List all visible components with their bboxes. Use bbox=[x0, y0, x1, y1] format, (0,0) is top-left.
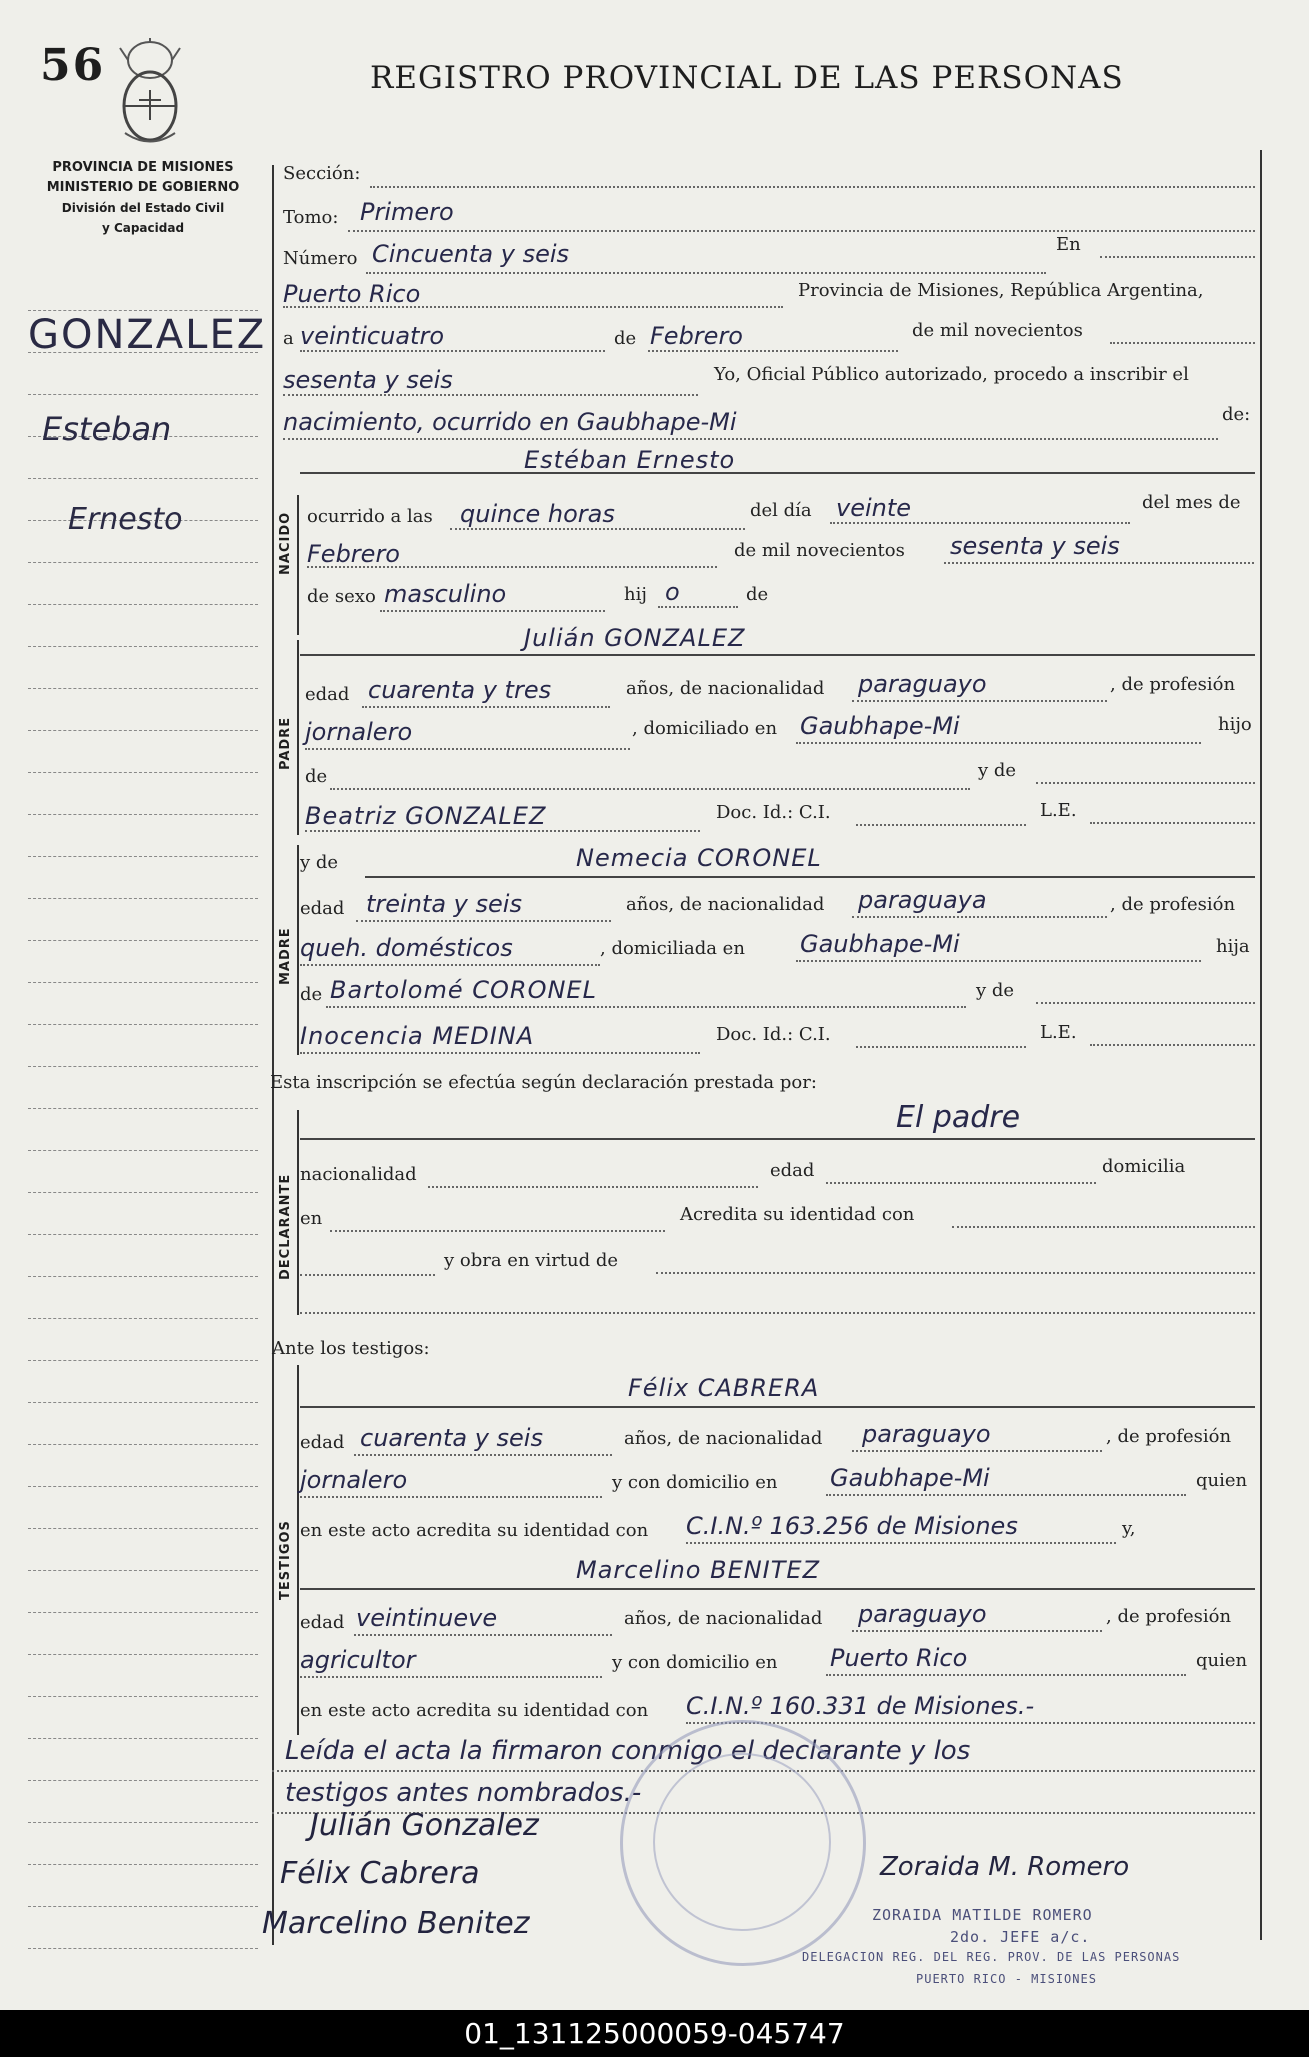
testigo1-profesion-value: jornalero bbox=[300, 1466, 408, 1494]
testigo1-domicilio-label: y con domicilio en bbox=[612, 1472, 778, 1493]
madre-le-label: L.E. bbox=[1040, 1022, 1077, 1043]
madre-profesion-label: , de profesión bbox=[1110, 894, 1236, 915]
seccion-label: Sección: bbox=[283, 163, 361, 184]
testigos-intro-label: Ante los testigos: bbox=[272, 1338, 430, 1359]
testigo2-nacionalidad-value: paraguayo bbox=[858, 1600, 987, 1628]
hij-value: o bbox=[665, 578, 680, 606]
testigo1-acredita-label: en este acto acredita su identidad con bbox=[300, 1520, 649, 1541]
official-office: DELEGACION REG. DEL REG. PROV. DE LAS PERSONAS bbox=[802, 1950, 1181, 1964]
testigo2-acredita-label: en este acto acredita su identidad con bbox=[300, 1700, 649, 1721]
sexo-label: de sexo bbox=[307, 586, 376, 607]
numero-value: Cincuenta y seis bbox=[372, 240, 570, 268]
section-label-nacido: NACIDO bbox=[278, 511, 293, 575]
section-label-testigos: TESTIGOS bbox=[278, 1520, 293, 1600]
testigo1-nacionalidad-value: paraguayo bbox=[862, 1420, 991, 1448]
dia-value: veinticuatro bbox=[300, 322, 444, 350]
declarante-bracket bbox=[297, 1110, 299, 1315]
page-title: REGISTRO PROVINCIAL DE LAS PERSONAS bbox=[370, 60, 1124, 96]
signature-oficial: Zoraida M. Romero bbox=[880, 1852, 1130, 1882]
official-name: ZORAIDA MATILDE ROMERO bbox=[872, 1906, 1093, 1924]
testigo1-quien-label: quien bbox=[1196, 1470, 1248, 1491]
testigo2-edad-label: edad bbox=[300, 1612, 345, 1633]
frame-right-line bbox=[1260, 150, 1262, 1940]
madre-nacionalidad-value: paraguaya bbox=[858, 886, 987, 914]
margin-surname: GONZALEZ bbox=[28, 312, 267, 358]
nacido-mes-value: Febrero bbox=[307, 540, 400, 568]
padre-bracket bbox=[297, 640, 299, 835]
testigo2-domicilio-value: Puerto Rico bbox=[830, 1644, 968, 1672]
padre-y-de-label: y de bbox=[978, 760, 1017, 781]
oficial-label: Yo, Oficial Público autorizado, procedo a inscribir el bbox=[714, 364, 1189, 385]
official-city: PUERTO RICO - MISIONES bbox=[916, 1972, 1097, 1986]
section-label-padre: PADRE bbox=[278, 716, 293, 770]
padre-hijo-label: hijo bbox=[1218, 714, 1252, 735]
en-label: En bbox=[1056, 234, 1081, 255]
del-mes-label: del mes de bbox=[1142, 492, 1241, 513]
numero-label: Número bbox=[283, 248, 358, 269]
madre-y-de2-label: y de bbox=[976, 980, 1015, 1001]
padre-edad-value: cuarenta y tres bbox=[368, 676, 552, 704]
a-label: a bbox=[283, 328, 294, 349]
testigo2-edad-value: veintinueve bbox=[356, 1604, 498, 1632]
madre-edad-label: edad bbox=[300, 898, 345, 919]
madre-profesion-value: queh. domésticos bbox=[300, 934, 513, 962]
madre-domicilio-value: Gaubhape-Mi bbox=[800, 930, 960, 958]
madre-de-label: de bbox=[300, 984, 323, 1005]
declarante-edad-label: edad bbox=[770, 1160, 815, 1181]
nacido-nombre: Estéban Ernesto bbox=[524, 446, 736, 474]
declarante-acredita-label: Acredita su identidad con bbox=[680, 1204, 915, 1225]
org-ministry: MINISTERIO DE GOBIERNO bbox=[46, 180, 240, 195]
de-label: de bbox=[614, 328, 637, 349]
padre-domicilio-value: Gaubhape-Mi bbox=[800, 712, 960, 740]
madre-hija-label: hija bbox=[1216, 936, 1250, 957]
cierre-linea-2: testigos antes nombrados.- bbox=[285, 1778, 642, 1808]
padre-nacionalidad-value: paraguayo bbox=[858, 670, 987, 698]
padre-madre-nombre: Beatriz GONZALEZ bbox=[305, 802, 547, 830]
testigo1-anios-label: años, de nacionalidad bbox=[624, 1428, 823, 1449]
nacido-de-label: de bbox=[746, 584, 769, 605]
madre-nombre: Nemecia CORONEL bbox=[576, 844, 822, 872]
tomo-label: Tomo: bbox=[283, 207, 339, 228]
madre-y-de-label: y de bbox=[300, 852, 339, 873]
org-province: PROVINCIA DE MISIONES bbox=[52, 160, 234, 175]
lugar-value: Puerto Rico bbox=[283, 280, 421, 308]
madre-anios-label: años, de nacionalidad bbox=[626, 894, 825, 915]
section-label-declarante: DECLARANTE bbox=[278, 1173, 293, 1280]
madre-padre-nombre: Bartolomé CORONEL bbox=[330, 976, 597, 1004]
ocurrido-label: ocurrido a las bbox=[307, 506, 433, 527]
anio-value: sesenta y seis bbox=[283, 366, 453, 394]
declarante-nacionalidad-label: nacionalidad bbox=[300, 1164, 417, 1185]
testigo2-nombre: Marcelino BENITEZ bbox=[576, 1556, 821, 1584]
declarante-en-label: en bbox=[300, 1208, 323, 1229]
section-label-madre: MADRE bbox=[278, 927, 293, 985]
padre-nombre: Julián GONZALEZ bbox=[524, 624, 746, 652]
mes-value: Febrero bbox=[650, 322, 743, 350]
testigo2-profesion-label: , de profesión bbox=[1106, 1606, 1232, 1627]
testigo2-anios-label: años, de nacionalidad bbox=[624, 1608, 823, 1629]
org-capacity: y Capacidad bbox=[101, 221, 185, 235]
de-colon-label: de: bbox=[1222, 404, 1251, 425]
padre-domiciliado-label: , domiciliado en bbox=[632, 718, 778, 739]
padre-anios-label: años, de nacionalidad bbox=[626, 678, 825, 699]
madre-bracket bbox=[297, 845, 299, 1055]
nacido-bracket bbox=[297, 495, 299, 635]
margin-given-name-2: Ernesto bbox=[68, 502, 183, 537]
madre-edad-value: treinta y seis bbox=[366, 890, 522, 918]
testigo2-domicilio-label: y con domicilio en bbox=[612, 1652, 778, 1673]
left-margin bbox=[28, 300, 258, 1950]
coat-of-arms-icon bbox=[115, 38, 185, 148]
frame-left-line bbox=[272, 165, 274, 1945]
madre-domiciliada-label: , domiciliada en bbox=[600, 938, 745, 959]
testigo2-quien-label: quien bbox=[1196, 1650, 1248, 1671]
hij-label: hij bbox=[624, 584, 647, 605]
nacido-dia-value: veinte bbox=[836, 494, 912, 522]
padre-profesion-label: , de profesión bbox=[1110, 674, 1236, 695]
testigo1-profesion-label: , de profesión bbox=[1106, 1426, 1232, 1447]
declarante-obra-label: y obra en virtud de bbox=[444, 1250, 619, 1271]
declarante-nombre: El padre bbox=[896, 1100, 1021, 1135]
madre-madre-nombre: Inocencia MEDINA bbox=[300, 1022, 535, 1050]
testigo1-edad-label: edad bbox=[300, 1432, 345, 1453]
sexo-value: masculino bbox=[384, 580, 507, 608]
document-id-bar: 01_131125000059-045747 bbox=[0, 2010, 1309, 2057]
testigo1-edad-value: cuarenta y seis bbox=[360, 1424, 543, 1452]
testigo1-domicilio-value: Gaubhape-Mi bbox=[830, 1464, 990, 1492]
declaracion-intro-label: Esta inscripción se efectúa según declaración prestada por: bbox=[270, 1072, 817, 1093]
issuing-organization bbox=[28, 158, 258, 238]
mil-novecientos-label: de mil novecientos bbox=[912, 320, 1083, 341]
madre-doc-label: Doc. Id.: C.I. bbox=[716, 1024, 831, 1045]
signature-testigo-1: Félix Cabrera bbox=[280, 1856, 480, 1891]
signature-testigo-2: Marcelino Benitez bbox=[262, 1906, 530, 1941]
margin-given-name-1: Esteban bbox=[42, 410, 172, 448]
nacido-mil-label: de mil novecientos bbox=[734, 540, 905, 561]
testigo2-profesion-value: agricultor bbox=[300, 1646, 416, 1674]
official-seal-stamp bbox=[620, 1720, 866, 1966]
nacido-anio-value: sesenta y seis bbox=[950, 532, 1120, 560]
testigos-bracket bbox=[297, 1365, 299, 1735]
padre-le-label: L.E. bbox=[1040, 800, 1077, 821]
declarante-domicilia-label: domicilia bbox=[1102, 1156, 1186, 1177]
padre-de-label: de bbox=[305, 766, 328, 787]
testigo1-doc-value: C.I.N.º 163.256 de Misiones bbox=[686, 1512, 1018, 1540]
official-title: 2do. JEFE a/c. bbox=[950, 1928, 1091, 1946]
del-dia-label: del día bbox=[750, 500, 812, 521]
hora-value: quince horas bbox=[460, 500, 615, 528]
padre-edad-label: edad bbox=[305, 684, 350, 705]
padre-profesion-value: jornalero bbox=[305, 718, 413, 746]
tomo-value: Primero bbox=[360, 198, 454, 226]
testigo1-nombre: Félix CABRERA bbox=[628, 1374, 820, 1402]
padre-doc-label: Doc. Id.: C.I. bbox=[716, 802, 831, 823]
nacimiento-value: nacimiento, ocurrido en Gaubhape-Mi bbox=[283, 408, 737, 436]
testigo1-y-label: y, bbox=[1122, 1518, 1136, 1539]
page-number: 56 bbox=[40, 40, 106, 91]
provincia-label: Provincia de Misiones, República Argentina, bbox=[798, 280, 1204, 301]
cierre-linea-1: Leída el acta la firmaron conmigo el declarante y los bbox=[285, 1736, 971, 1766]
signature-declarante: Julián Gonzalez bbox=[310, 1808, 539, 1843]
org-division: División del Estado Civil bbox=[61, 201, 225, 215]
testigo2-doc-value: C.I.N.º 160.331 de Misiones.- bbox=[686, 1692, 1035, 1720]
